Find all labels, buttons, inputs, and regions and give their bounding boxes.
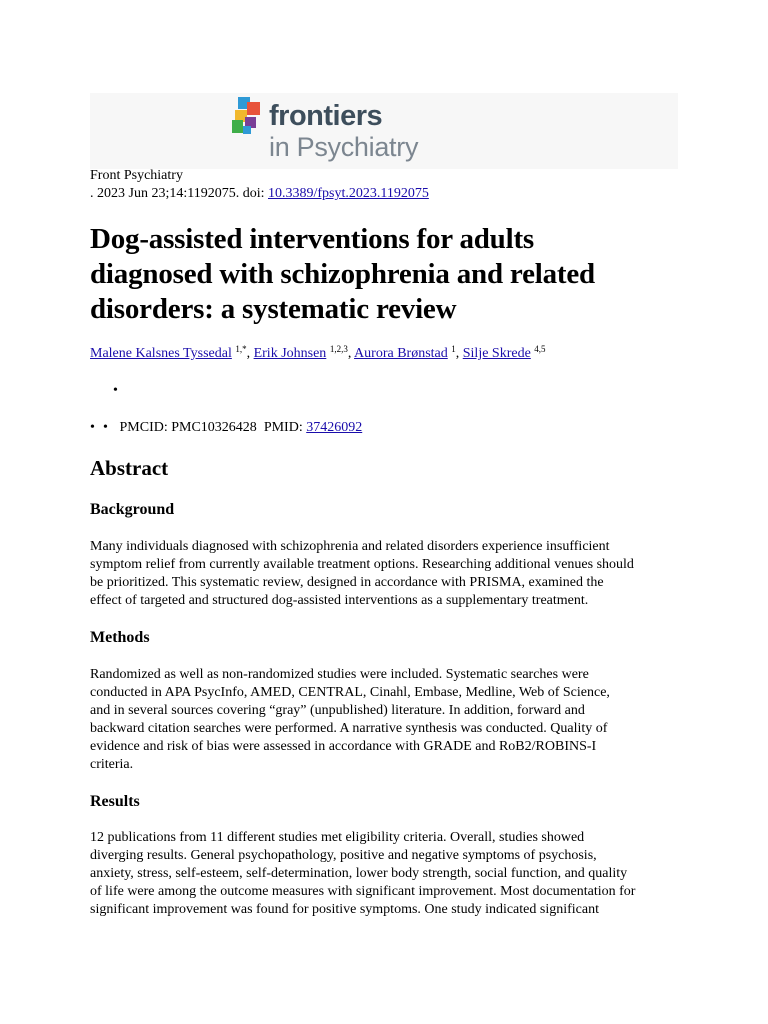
journal-name: Front Psychiatry: [90, 168, 183, 183]
author-link[interactable]: Silje Skrede: [462, 346, 531, 361]
author-affiliation: 1: [451, 344, 456, 354]
author-affiliation: 1,*: [235, 344, 247, 354]
author-list: [90, 345, 546, 363]
results-paragraph: [90, 829, 690, 919]
pmid-link[interactable]: 37426092: [306, 420, 363, 435]
author-link[interactable]: Erik Johnsen: [253, 346, 327, 361]
paragraph-line: Many individuals diagnosed with schizophrenia and related disorders experience insufficient: [90, 539, 610, 554]
citation-text: . 2023 Jun 23;14:1192075. doi:: [90, 186, 268, 201]
background-paragraph: [90, 538, 690, 610]
author-affiliation: 4,5: [534, 344, 546, 354]
pmid-label: PMID:: [263, 420, 303, 435]
methods-heading: Methods: [90, 629, 150, 646]
author-separator: ,: [455, 346, 463, 361]
title-line: diagnosed with schizophrenia and related: [90, 258, 595, 290]
author-link[interactable]: Aurora Brønstad: [354, 346, 448, 361]
article-title: [90, 222, 690, 327]
frontiers-logo-icon: [232, 96, 268, 140]
paragraph-line: and in several sources covering “gray” (unpublished) literature. In addition, forward and: [90, 703, 585, 718]
list-bullet: •: [90, 420, 95, 435]
paragraph-line: significant improvement was found for positive symptoms. One study indicated significant: [90, 902, 599, 917]
paragraph-line: evidence and risk of bias were assessed in accordance with GRADE and RoB2/ROBINS-I: [90, 739, 597, 754]
paragraph-line: backward citation searches were performed. A narrative synthesis was conducted. Quality of: [90, 721, 608, 736]
logo-wordmark-frontiers: frontiers: [269, 100, 383, 132]
paragraph-line: of life were among the outcome measures with significant improvement. Most documentation for: [90, 884, 636, 899]
frontiers-logo[interactable]: [232, 96, 432, 166]
list-bullet: •: [103, 420, 108, 435]
paragraph-line: conducted in APA PsycInfo, AMED, CENTRAL, Cinahl, Embase, Medline, Web of Science,: [90, 685, 610, 700]
title-line: Dog-assisted interventions for adults: [90, 223, 534, 255]
doi-link[interactable]: 10.3389/fpsyt.2023.1192075: [268, 186, 429, 201]
paragraph-line: anxiety, stress, self-esteem, self-determination, lower body strength, social function, and quality: [90, 866, 628, 881]
empty-list-bullet: •: [113, 383, 118, 398]
article-identifiers: [90, 419, 362, 437]
results-heading: Results: [90, 793, 140, 810]
title-line: disorders: a systematic review: [90, 293, 457, 325]
paragraph-line: be prioritized. This systematic review, designed in accordance with PRISMA, examined the: [90, 575, 604, 590]
paragraph-line: Randomized as well as non-randomized studies were included. Systematic searches were: [90, 667, 589, 682]
citation-line: [90, 185, 429, 203]
paragraph-line: diverging results. General psychopathology, positive and negative symptoms of psychosis,: [90, 848, 597, 863]
abstract-heading: Abstract: [90, 456, 169, 480]
paragraph-line: effect of targeted and structured dog-assisted interventions as a supplementary treatment.: [90, 593, 589, 608]
author-separator: ,: [246, 346, 254, 361]
background-heading: Background: [90, 501, 175, 518]
methods-paragraph: [90, 666, 690, 774]
paragraph-line: symptom relief from currently available treatment options. Researching additional venues should: [90, 557, 634, 572]
logo-wordmark-journal: in Psychiatry: [269, 132, 419, 162]
paragraph-line: 12 publications from 11 different studies met eligibility criteria. Overall, studies showed: [90, 830, 585, 845]
pmcid-text: PMCID: PMC10326428: [119, 420, 257, 435]
author-separator: ,: [347, 346, 355, 361]
author-affiliation: 1,2,3: [329, 344, 348, 354]
paragraph-line: criteria.: [90, 757, 134, 772]
author-link[interactable]: Malene Kalsnes Tyssedal: [90, 346, 232, 361]
